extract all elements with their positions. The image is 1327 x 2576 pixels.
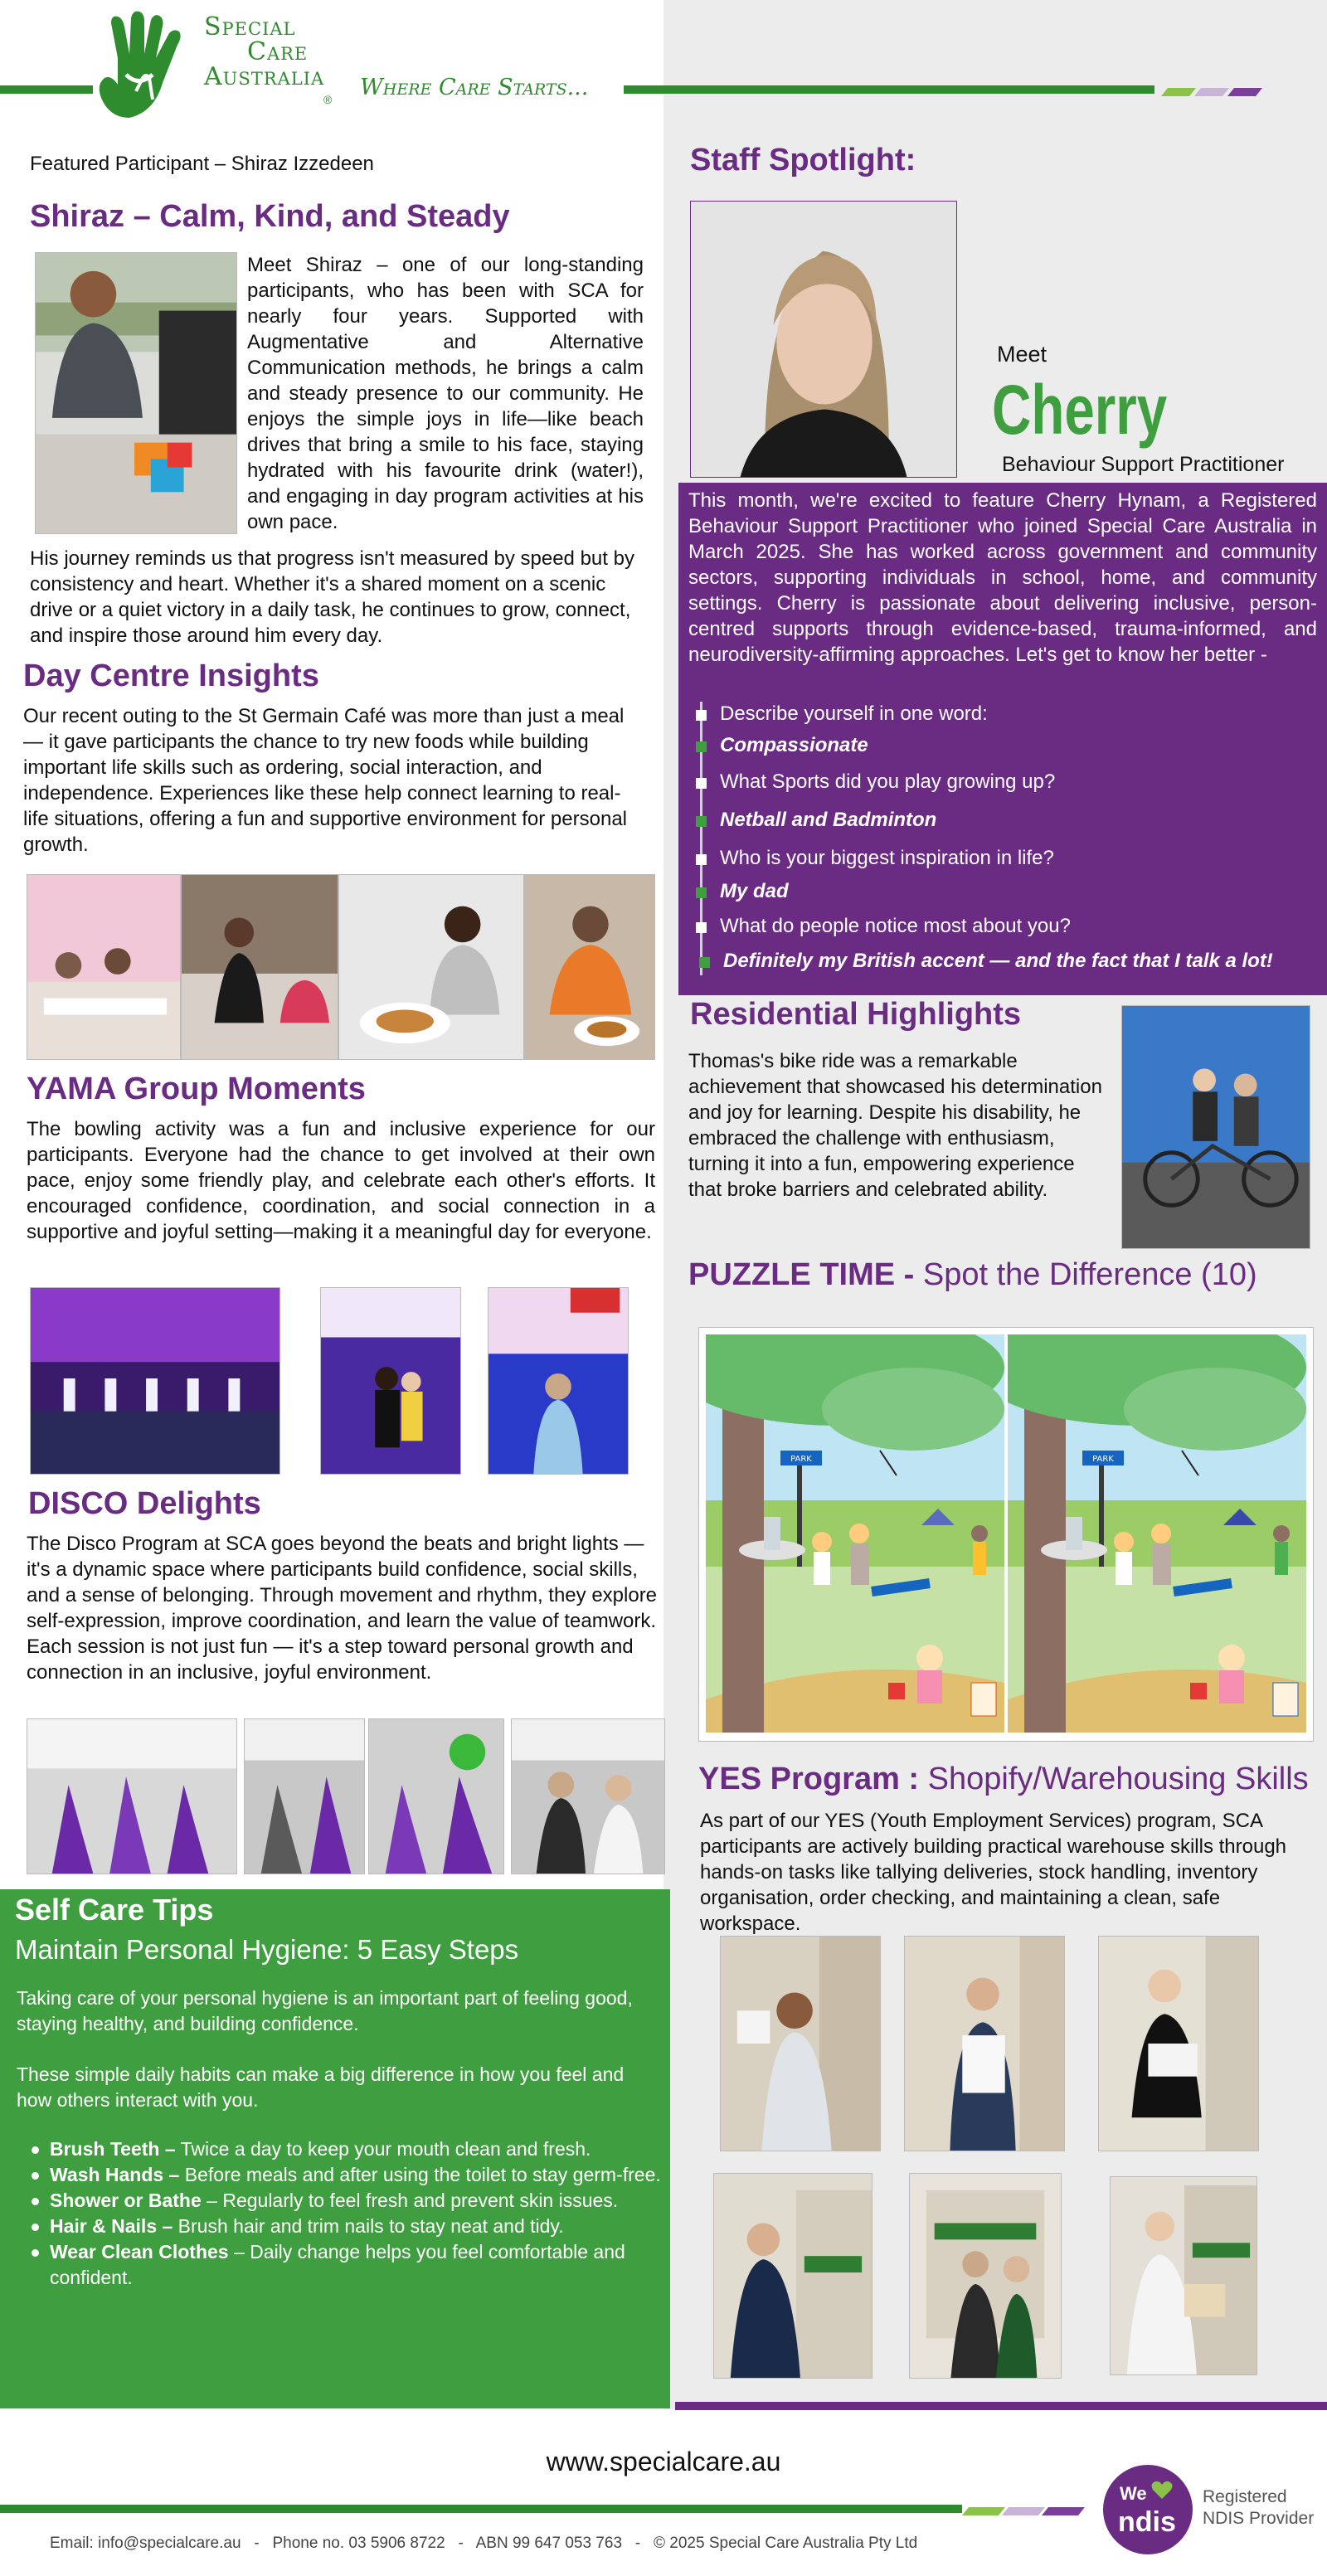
featured-para2: His journey reminds us that progress isn't measured by speed but by consistency and heart. Whether it's a shared moment on a scenic drive or a quiet victory in a daily task, he continues to grow, connect, and inspire those around him every day.: [30, 547, 634, 647]
header-line-right: [624, 85, 1154, 94]
tip-text: Twice a day to keep your mouth clean and fresh.: [175, 2138, 591, 2160]
self-care-subtitle: Maintain Personal Hygiene: 5 Easy Steps: [15, 1934, 519, 1965]
cafe-photo-4: [524, 874, 655, 1060]
qa-answer: My dad: [688, 879, 789, 904]
warehouse-photo-3: [1098, 1936, 1259, 2151]
warehouse-photo-4: [713, 2173, 873, 2379]
tip-text: Before meals and after using the toilet to stay germ-free.: [179, 2164, 661, 2185]
ndis-we: We: [1120, 2483, 1147, 2504]
disco-photo-3: [368, 1718, 504, 1874]
residential-text: Thomas's bike ride was a remarkable achievement that showcased his determination and joy for learning. Despite his disability, he embraced the challenge with enthusiasm, turning it into a fun, empowering experience that broke barriers and celebrated ability.: [688, 1050, 1102, 1201]
self-care-intro1: Taking care of your personal hygiene is an important part of feeling good, staying healthy, and building confidence.: [17, 1987, 633, 2034]
staff-meet: Meet: [997, 342, 1048, 367]
tip-text: – Regularly to feel fresh and prevent skin issues.: [201, 2190, 619, 2211]
ndis-brand: ndis: [1118, 2506, 1176, 2538]
tip-text: Brush hair and trim nails to stay neat and tidy.: [173, 2215, 564, 2237]
day-centre-text: Our recent outing to the St Germain Café was more than just a meal — it gave participants the chance to try new foods while building important life skills such as ordering, social interaction, and independence. Experiences like these help connect learning to real-life situations, offering a fun and supportive environment for personal growth.: [23, 705, 627, 856]
tip-item: [17, 2214, 664, 2239]
featured-para1: Meet Shiraz – one of our long-standing participants, who has been with SCA for nearly four years. Supported with Augmentative and Alternative Communication methods, he brings a calm and steady presence to our community. He enjoys the simple joys in life—like beach drives that bring a smile to his face, staying hydrated with his favourite drink (water!), and engaging in day program activities at his own pace.: [247, 254, 644, 533]
disco-title: DISCO Delights: [28, 1486, 261, 1521]
ndis-label-line2: NDIS Provider: [1203, 2509, 1315, 2528]
cafe-photo-3: [338, 874, 524, 1060]
cafe-photo-1: [27, 874, 181, 1060]
park-sign-text: PARK: [1092, 1455, 1114, 1464]
tip-item: [17, 2239, 664, 2291]
header-line-left: [0, 85, 93, 94]
qa-answer: Definitely my British accent — and the fact that I talk a lot!: [692, 949, 1273, 974]
yama-title: YAMA Group Moments: [27, 1072, 366, 1106]
tip-item: [17, 2188, 664, 2214]
heart-icon: [1151, 2480, 1173, 2500]
shiraz-photo: [35, 252, 237, 534]
header: [0, 0, 1327, 145]
self-care-title: Self Care Tips: [15, 1893, 214, 1927]
staff-title: Staff Spotlight:: [690, 143, 916, 177]
logo-registered-mark: ®: [323, 93, 333, 106]
puzzle-title: [688, 1257, 1257, 1293]
yes-title: [698, 1762, 1309, 1797]
featured-title: Shiraz – Calm, Kind, and Steady: [30, 199, 510, 234]
qa-answer: Compassionate: [688, 733, 868, 758]
puzzle-title-bold: PUZZLE TIME -: [688, 1257, 915, 1292]
qa-question: What do people notice most about you?: [688, 914, 1071, 939]
yama-text: The bowling activity was a fun and inclusive experience for our participants. Everyone had the chance to get involved at their own pace, enjoy some friendly play, and celebrate each other's efforts. It encouraged confidence, coordination, and social connection in a supportive and joyful setting—making it a meaningful day for everyone.: [27, 1118, 655, 1243]
featured-label: Featured Participant – Shiraz Izzedeen: [30, 153, 374, 175]
logo-wordmark: [204, 12, 325, 91]
puzzle-image-left[interactable]: [706, 1334, 1004, 1733]
tip-bold: Brush Teeth –: [50, 2138, 176, 2160]
park-sign-text: PARK: [790, 1455, 812, 1464]
tip-item: [17, 2162, 664, 2188]
tagline: Where Care Starts...: [360, 75, 589, 100]
qa-question: Describe yourself in one word:: [688, 702, 988, 727]
self-care-tips-list: [17, 2136, 664, 2291]
residential-title: Residential Highlights: [690, 997, 1022, 1032]
warehouse-photo-5: [909, 2173, 1062, 2379]
puzzle-frame: [698, 1327, 1314, 1742]
staff-name: Cherry: [992, 371, 1168, 449]
cherry-photo: [690, 201, 957, 478]
disco-photo-4: [511, 1718, 665, 1874]
self-care-panel: [0, 1889, 670, 2408]
warehouse-photo-2: [904, 1936, 1065, 2151]
bowling-photo-3: [488, 1287, 629, 1475]
website-link[interactable]: www.specialcare.au: [546, 2447, 781, 2476]
qa-answer: Netball and Badminton: [688, 808, 936, 833]
staff-panel: [678, 483, 1327, 995]
yes-title-bold: YES Program :: [698, 1762, 920, 1796]
ndis-logo: [1103, 2465, 1193, 2554]
ndis-label-line1: Registered: [1203, 2487, 1287, 2506]
puzzle-title-rest: Spot the Difference (10): [914, 1257, 1257, 1292]
warehouse-photo-1: [720, 1936, 881, 2151]
disco-text: The Disco Program at SCA goes beyond the beats and bright lights — it's a dynamic space where participants build confidence, social skills, and a sense of belonging. Through movement and rhythm, they explore self-expression, improve coordination, and learn the value of teamwork. Each session is not just fun — it's a step toward personal growth and connection in an inclusive, joyful environment.: [27, 1533, 658, 1684]
tip-text: – Daily change helps you feel comfortable and confident.: [50, 2241, 625, 2288]
yes-title-rest: Shopify/Warehousing Skills: [919, 1762, 1309, 1796]
logo-line3: Australia: [204, 62, 325, 91]
footer-line: [0, 2505, 962, 2513]
warehouse-photo-6: [1110, 2176, 1257, 2375]
logo-line2: Care: [247, 37, 309, 66]
puzzle-image-right[interactable]: [1008, 1334, 1306, 1733]
hand-logo-icon: [93, 8, 201, 129]
right-column-divider: [675, 2402, 1327, 2410]
header-stripes: [1161, 85, 1277, 94]
footer-contact: Email: info@specialcare.au - Phone no. 03 5906 8722 - ABN 99 647 053 763 - © 2025 Special Care Australia Pty Ltd: [50, 2535, 918, 2552]
tip-bold: Hair & Nails –: [50, 2215, 173, 2237]
bowling-photo-1: [30, 1287, 280, 1475]
qa-question: What Sports did you play growing up?: [688, 770, 1055, 795]
qa-question: Who is your biggest inspiration in life?: [688, 846, 1054, 871]
cafe-photo-2: [181, 874, 338, 1060]
tip-item: [17, 2136, 664, 2162]
staff-qa: [688, 702, 1319, 975]
day-centre-title: Day Centre Insights: [23, 659, 319, 693]
ndis-provider-label: [1203, 2486, 1314, 2530]
disco-photo-2: [244, 1718, 365, 1874]
bike-photo: [1121, 1005, 1310, 1249]
yes-text: As part of our YES (Youth Employment Services) program, SCA participants are actively building practical warehouse skills through hands-on tasks like tallying deliveries, stock handling, inventory organisation, order checking, and maintaining a clean, safe workspace.: [700, 1810, 1287, 1935]
tip-bold: Shower or Bathe: [50, 2190, 202, 2211]
logo-line1: Special: [204, 12, 296, 41]
tip-bold: Wear Clean Clothes: [50, 2241, 229, 2263]
staff-intro: This month, we're excited to feature Cherry Hynam, a Registered Behaviour Support Practitioner who joined Special Care Australia in March 2025. She has worked across government and community sectors, supporting individuals in school, home, and community settings. Cherry is passionate about delivering inclusive, person-centred supports through evidence-based, trauma-informed, and neurodiversity-affirming approaches. Let's get to know her better -: [688, 489, 1317, 666]
bowling-photo-2: [320, 1287, 461, 1475]
disco-photo-1: [27, 1718, 237, 1874]
tip-bold: Wash Hands –: [50, 2164, 180, 2185]
staff-role: Behaviour Support Practitioner: [1002, 453, 1285, 476]
footer-stripes: [962, 2505, 1095, 2513]
self-care-intro2: These simple daily habits can make a big difference in how you feel and how others interact with you.: [17, 2063, 625, 2111]
